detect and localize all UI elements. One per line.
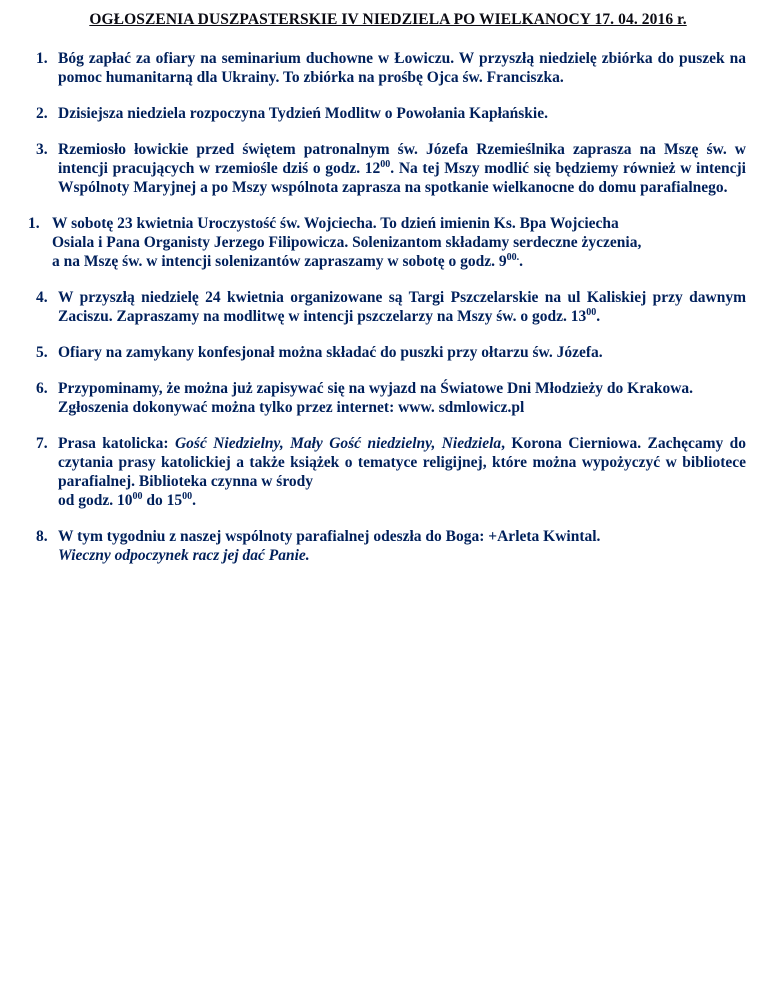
item-text: Dzisiejsza niedziela rozpoczyna Tydzień Modlitw o Powołania Kapłańskie.: [58, 105, 548, 122]
item-number: 5.: [36, 344, 48, 361]
item-text-line: W tym tygodniu z naszej wspólnoty parafialnej odeszła do Boga: +Arleta Kwintal.: [58, 528, 601, 545]
item-text-part: a na Mszę św. w intencji solenizantów zapraszamy w sobotę o godz. 9: [52, 253, 507, 270]
item-text: [58, 527, 746, 565]
announcement-item: [36, 527, 746, 565]
item-number: 3.: [36, 141, 48, 158]
item-text: Ofiary na zamykany konfesjonał można składać do puszki przy ołtarzu św. Józefa.: [58, 344, 603, 361]
item-text-line: W sobotę 23 kwietnia Uroczystość św. Wojciecha. To dzień imienin Ks. Bpa Wojciecha: [52, 215, 619, 232]
item-text-line: [52, 252, 746, 271]
magazine-titles: Gość Niedzielny, Mały Gość niedzielny, Niedziela: [174, 435, 502, 452]
item-text-line: [58, 491, 746, 510]
item-number: 8.: [36, 528, 48, 545]
item-text-part: .: [596, 308, 601, 325]
item-text-part: Prasa katolicka:: [58, 435, 175, 452]
announcement-item: [36, 104, 746, 123]
item-number: 1.: [28, 215, 40, 232]
announcement-item: [36, 379, 746, 417]
announcement-item: [28, 214, 746, 271]
superscript: 00: [132, 491, 143, 502]
prayer-line: Wieczny odpoczynek racz jej dać Panie.: [58, 547, 310, 564]
item-text-part: .: [519, 253, 524, 270]
item-number: 4.: [36, 289, 48, 306]
item-number: 2.: [36, 105, 48, 122]
item-text: [58, 288, 746, 326]
item-text-part: . Na tej Mszy modlić się będziemy również w intencji Wspólnoty Maryjnej a po Mszy wspólnota zaprasza na spotkanie wielkanocne do domu parafialnego.: [58, 160, 746, 196]
item-text: [52, 214, 746, 271]
item-text-line: Osiala i Pana Organisty Jerzego Filipowicza. Solenizantom składamy serdeczne życzenia,: [52, 234, 642, 251]
announcement-item: [36, 140, 746, 197]
item-text-part: , Korona Cierniowa. Zachęcamy do czytania prasy katolickiej a także książek o tematyce religijnej, które można wypożyczyć w bibliotece parafialnej. Biblioteka czynna w środy: [58, 435, 747, 490]
superscript: 00: [182, 491, 193, 502]
announcement-item: [36, 434, 746, 510]
item-text-part: W przyszłą niedzielę 24 kwietnia organizowane są Targi Pszczelarskie na ul Kaliskiej przy dawnym Zaciszu. Zapraszamy na modlitwę w intencji pszczelarzy na Mszy św. o godz. 13: [58, 289, 746, 325]
announcement-item: [36, 49, 746, 87]
superscript: 00: [380, 159, 391, 170]
item-text: Bóg zapłać za ofiary na seminarium duchowne w Łowiczu. W przyszłą niedzielę zbiórka do puszek na pomoc humanitarną dla Ukrainy. To zbiórka na prośbę Ojca św. Franciszka.: [58, 50, 746, 86]
superscript: 00.: [506, 252, 520, 263]
item-text: Przypominamy, że można już zapisywać się na wyjazd na Światowe Dni Młodzieży do Krakowa. Zgłoszenia dokonywać można tylko przez internet: www. sdmlowicz.pl: [58, 380, 694, 416]
item-text-part: od godz. 10: [58, 492, 133, 509]
item-text-part: Rzemiosło łowickie przed świętem patronalnym św. Józefa Rzemieślnika zaprasza na Mszę św. w intencji pracujących w rzemiośle dziś o godz. 12: [58, 141, 746, 177]
announcement-item: [36, 288, 746, 326]
item-text-part: .: [192, 492, 196, 509]
item-text-part: do 15: [142, 492, 183, 509]
page-title: OGŁOSZENIA DUSZPASTERSKIE IV NIEDZIELA PO WIELKANOCY 17. 04. 2016 r.: [89, 11, 687, 28]
item-number: 7.: [36, 435, 48, 452]
item-text: [58, 140, 746, 197]
announcement-item: [36, 343, 746, 362]
item-number: 6.: [36, 380, 48, 397]
item-number: 1.: [36, 50, 48, 67]
item-text: [58, 434, 746, 510]
superscript: 00: [586, 307, 597, 318]
announcement-list: [28, 49, 747, 565]
